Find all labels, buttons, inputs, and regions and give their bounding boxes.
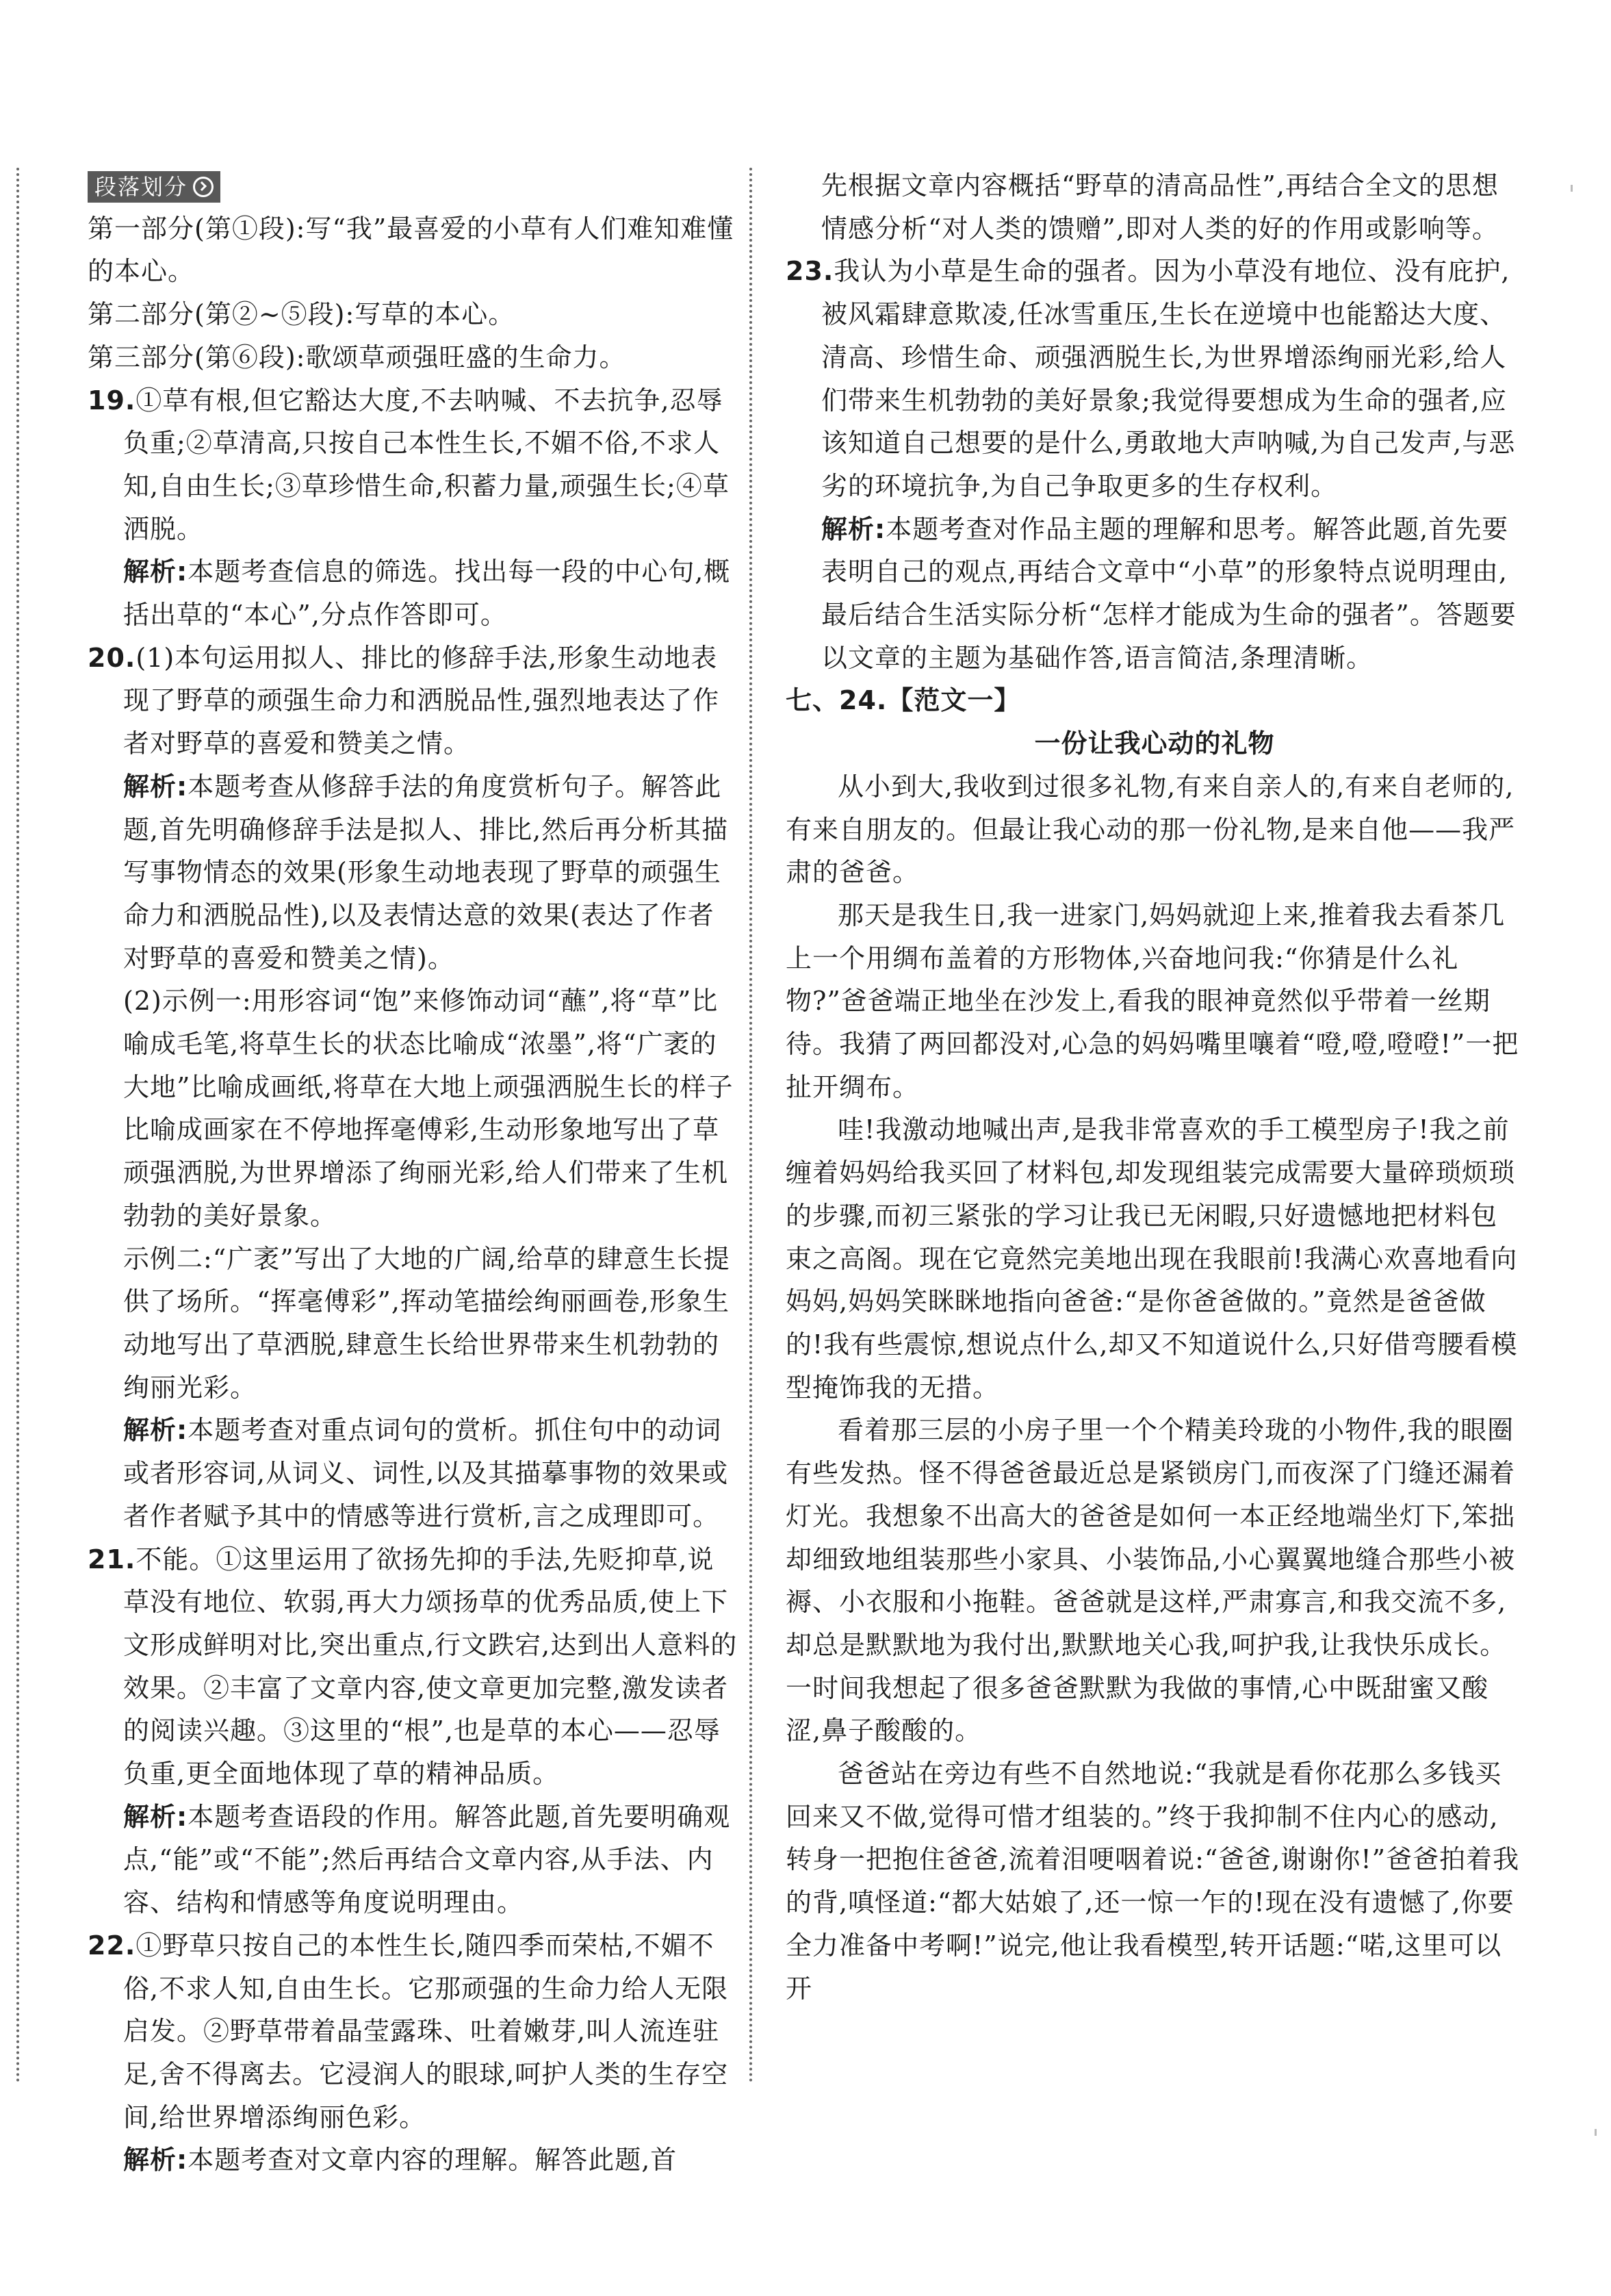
question-23-text: 我认为小草是生命的强者。因为小草没有地位、没有庇护,被风霜肆意欺凌,任冰雪重压,生长在逆境中也能豁达大度、清高、珍惜生命、顽强洒脱生长,为世界增添绚丽光彩,给人们带来生机勃勃的美好景象;我觉得要想成为生命的强者,应该知道自己想要的是什么,勇敢地大声呐喊,为自己发声,与恶劣的环境抗争,为自己争取更多的生存权利。 — [821, 256, 1516, 501]
analysis-text: 本题考查对文章内容的理解。解答此题,首 — [188, 2145, 678, 2176]
essay-paragraph: 爸爸站在旁边有些不自然地说:“我就是看你花那么多钱买回来又不做,觉得可惜才组装的。”终于我抑制不住内心的感动,转身一把抱住爸爸,流着泪哽咽着说:“爸爸,谢谢你!”爸爸拍着我的背,嗔怪道:“都大姑娘了,还一惊一乍的!现在没有遗憾了,你要全力准备中考啊!”说完,他让我看模型,转开话题:“喏,这里可以开 — [786, 1759, 1520, 2004]
section-heading: 七、24.【范文一】 — [786, 685, 1021, 716]
analysis-text: 本题考查对作品主题的理解和思考。解答此题,首先要表明自己的观点,再结合文章中“小草”的形象特点说明理由,最后结合生活实际分析“怎样才能成为生命的强者”。答题要以文章的主题为基础作答,语言简洁,条理清晰。 — [821, 513, 1517, 673]
question-20-text: (1)本句运用拟人、排比的修辞手法,形象生动地表现了野草的顽强生命力和洒脱品性,强烈地表达了作者对野草的喜爱和赞美之情。 — [123, 642, 720, 759]
margin-mark — [1571, 185, 1573, 192]
question-22-text: ①野草只按自己的本性生长,随四季而荣枯,不媚不俗,不求人知,自由生长。它那顽强的生命力给人无限启发。②野草带着晶莹露珠、吐着嫩芽,叫人流连驻足,舍不得离去。它浸润人的眼球,呵护人类的生存空间,给世界增添绚丽色彩。 — [123, 1930, 729, 2132]
analysis-label: 解析: — [123, 771, 188, 802]
analysis-label: 解析: — [821, 513, 886, 544]
question-20-number: 20. — [88, 642, 136, 673]
part-one: 第一部分(第①段):写“我”最喜爱的小草有人们难知难懂的本心。 — [88, 213, 734, 287]
analysis-text: 本题考查信息的筛选。找出每一段的中心句,概括出草的“本心”,分点作答即可。 — [123, 557, 731, 630]
essay-paragraph: 从小到大,我收到过很多礼物,有来自亲人的,有来自老师的,有来自朋友的。但最让我心动的那一份礼物,是来自他——我严肃的爸爸。 — [786, 771, 1516, 888]
essay-title: 一份让我心动的礼物 — [1034, 728, 1275, 759]
question-19-answer — [88, 379, 739, 551]
question-22-analysis — [123, 2139, 739, 2182]
analysis-text: 本题考查语段的作用。解答此题,首先要明确观点,“能”或“不能”;然后再结合文章内容,从手法、内容、结构和情感等角度说明理由。 — [123, 1801, 731, 1918]
question-22-analysis-continued: 先根据文章内容概括“野草的清高品性”,再结合全文的思想情感分析“对人类的馈赠”,即对人类的好的作用或影响等。 — [821, 170, 1499, 244]
question-23-analysis — [821, 508, 1523, 680]
essay-paragraph: 哇!我激动地喊出声,是我非常喜欢的手工模型房子!我之前缠着妈妈给我买回了材料包,却发现组装完成需要大量碎琐烦琐的步骤,而初三紧张的学习让我已无闲暇,只好遗憾地把材料包束之高阁。现在它竟然完美地出现在我眼前!我满心欢喜地看向妈妈,妈妈笑眯眯地指向爸爸:“是你爸爸做的。”竟然是爸爸做的!我有些震惊,想说点什么,却又不知道说什么,只好借弯腰看模型掩饰我的无措。 — [786, 1114, 1518, 1403]
question-19-number: 19. — [88, 385, 136, 416]
question-20-answer — [88, 637, 739, 765]
question-20-analysis-2 — [123, 1409, 739, 1538]
left-column — [88, 164, 739, 2182]
essay-paragraph: 那天是我生日,我一进家门,妈妈就迎上来,推着我去看茶几上一个用绸布盖着的方形物体,兴奋地问我:“你猜是什么礼物?”爸爸端正地坐在沙发上,看我的眼神竟然似乎带着一丝期待。我猜了两回都没对,心急的妈妈嘴里嚷着“噔,噔,噔噔!”一把扯开绸布。 — [786, 900, 1519, 1102]
chevron-right-circle-icon — [193, 177, 214, 197]
question-23-number: 23. — [786, 256, 834, 287]
essay-paragraph: 看着那三层的小房子里一个个精美玲珑的小物件,我的眼圈有些发热。怪不得爸爸最近总是紧锁房门,而夜深了门缝还漏着灯光。我想象不出高大的爸爸是如何一本正经地端坐灯下,笨拙却细致地组装那些小家具、小装饰品,小心翼翼地缝合那些小被褥、小衣服和小拖鞋。爸爸就是这样,严肃寡言,和我交流不多,却总是默默地为我付出,默默地关心我,呵护我,让我快乐成长。一时间我想起了很多爸爸默默为我做的事情,心中既甜蜜又酸涩,鼻子酸酸的。 — [786, 1415, 1516, 1746]
question-21-number: 21. — [88, 1544, 136, 1574]
question-21-analysis — [123, 1796, 739, 1924]
question-21-text: 不能。①这里运用了欲扬先抑的手法,先贬抑草,说草没有地位、软弱,再大力颂扬草的优秀品质,使上下文形成鲜明对比,突出重点,行文跌宕,达到出人意料的效果。②丰富了文章内容,使文章更加完整,激发读者的阅读兴趣。③这里的“根”,也是草的本心——忍辱负重,更全面地体现了草的精神品质。 — [123, 1544, 738, 1789]
part-two: 第二部分(第②~⑤段):写草的本心。 — [88, 299, 515, 330]
question-22-answer — [88, 1924, 739, 2139]
column-divider-dotted-rule — [749, 168, 752, 2084]
question-20-analysis-1 — [123, 765, 739, 980]
part-three: 第三部分(第⑥段):歌颂草顽强旺盛的生命力。 — [88, 342, 626, 372]
analysis-label: 解析: — [123, 2145, 188, 2176]
left-margin-dotted-rule — [16, 168, 19, 2084]
analysis-label: 解析: — [123, 1801, 188, 1832]
section-label-tag — [88, 171, 220, 203]
question-22-number: 22. — [88, 1930, 136, 1961]
question-23-answer — [786, 250, 1523, 507]
right-column — [786, 164, 1523, 2010]
analysis-text: 本题考查从修辞手法的角度赏析句子。解答此题,首先明确修辞手法是拟人、排比,然后再分析其描写事物情态的效果(形象生动地表现了野草的顽强生命力和洒脱品性),以及表情达意的效果(表达了作者对野草的喜爱和赞美之情)。 — [123, 771, 729, 973]
question-19-analysis — [123, 550, 739, 636]
question-20-example-1: (2)示例一:用形容词“饱”来修饰动词“蘸”,将“草”比喻成毛笔,将草生长的状态比喻成“浓墨”,将“广袤的大地”比喻成画纸,将草在大地上顽强洒脱生长的样子比喻成画家在不停地挥毫傅彩,生动形象地写出了草顽强洒脱,为世界增添了绚丽光彩,给人们带来了生机勃勃的美好景象。 — [123, 986, 734, 1231]
question-20-example-2: 示例二:“广袤”写出了大地的广阔,给草的肆意生长提供了场所。“挥毫傅彩”,挥动笔描绘绚丽画卷,形象生动地写出了草洒脱,肆意生长给世界带来生机勃勃的绚丽光彩。 — [123, 1243, 730, 1403]
analysis-label: 解析: — [123, 557, 188, 587]
margin-mark — [1595, 2129, 1597, 2136]
analysis-text: 本题考查对重点词句的赏析。抓住句中的动词或者形容词,从词义、词性,以及其描摹事物的效果或者作者赋予其中的情感等进行赏析,言之成理即可。 — [123, 1415, 729, 1531]
question-19-text: ①草有根,但它豁达大度,不去呐喊、不去抗争,忍辱负重;②草清高,只按自己本性生长,不媚不俗,不求人知,自由生长;③草珍惜生命,积蓄力量,顽强生长;④草洒脱。 — [123, 385, 730, 544]
question-21-answer — [88, 1538, 739, 1796]
analysis-label: 解析: — [123, 1415, 188, 1446]
section-label: 段落划分 — [94, 174, 188, 200]
